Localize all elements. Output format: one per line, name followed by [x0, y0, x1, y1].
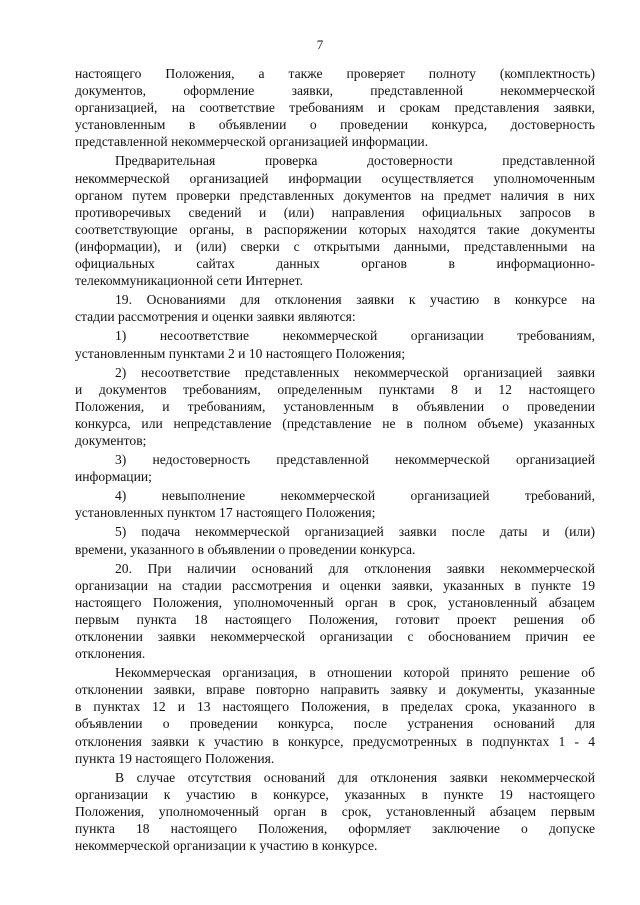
paragraph-2-line: Предварительная проверка достоверности представленной — [115, 153, 595, 169]
paragraph-11-line: некоммерческой организации к участию в конкурсе. — [75, 838, 378, 854]
paragraph-4-line: установленным пунктами 2 и 10 настоящего Положения; — [75, 345, 406, 361]
paragraph-2-line: официальных сайтах данных органов в информационно- — [75, 256, 595, 272]
paragraph-2-line: соответствующие органы, в распоряжении которых находятся такие документы — [75, 221, 595, 237]
page-number: 7 — [316, 37, 324, 52]
paragraph-3-line: 19. Основаниями для отклонения заявки к участию в конкурсе на — [115, 292, 595, 308]
paragraph-11-line: Положения, уполномоченный орган в срок, установленный абзацем первым — [75, 803, 595, 819]
paragraph-2-line: (информации), и (или) сверки с открытыми данными, представленными на — [75, 238, 595, 254]
paragraph-3-line: стадии рассмотрения и оценки заявки являются: — [75, 309, 356, 325]
paragraph-10-line: отклонении заявки, вправе повторно направить заявку и документы, указанные — [75, 682, 595, 698]
paragraph-5-line: документов; — [75, 432, 147, 448]
paragraph-8-line: времени, указанного в объявлении о проведении конкурса. — [75, 541, 416, 557]
paragraph-10-line: объявлении о проведении конкурса, после устранения оснований для — [75, 716, 595, 732]
paragraph-7-line: 4) невыполнение некоммерческой организацией требований, — [115, 488, 595, 504]
paragraph-1-line: настоящего Положения, а также проверяет полноту (комплектность) — [75, 66, 595, 81]
paragraph-5-line: и документов требованиям, определенным пунктами 8 и 12 настоящего — [75, 381, 595, 397]
paragraph-2-line: противоречивых сведений и (или) направления официальных запросов в — [75, 204, 595, 220]
paragraph-11-line: пункта 18 настоящего Положения, оформляет заключение о допуске — [75, 821, 595, 837]
paragraph-8-line: 5) подача некоммерческой организацией заявки после даты и (или) — [115, 524, 595, 540]
paragraph-9-line: отклонении заявки некоммерческой организации с обоснованием причин ее — [75, 629, 595, 644]
document-body — [75, 65, 595, 854]
paragraph-9-line: отклонения. — [75, 646, 146, 662]
paragraph-10-line: в пунктах 12 и 13 настоящего Положения, в пределах срока, указанного в — [75, 699, 595, 715]
paragraph-1-line: организацией, на соответствие требованиям и срокам представления заявки, — [75, 100, 595, 116]
paragraph-10-line: пункта 19 настоящего Положения. — [75, 750, 275, 766]
paragraph-5-line: 2) несоответствие представленных некоммерческой организацией заявки — [115, 364, 595, 380]
paragraph-9-line: организации на стадии рассмотрения и оценки заявки, указанных в пункте 19 — [75, 577, 595, 593]
paragraph-6-line: информации; — [75, 469, 152, 485]
paragraph-1-line: установленным в объявлении о проведении конкурса, достоверность — [75, 117, 595, 133]
paragraph-9-line: 20. При наличии оснований для отклонения заявки некоммерческой — [115, 560, 595, 576]
paragraph-2-line: органом путем проверки представленных документов на предмет наличия в них — [75, 187, 595, 203]
paragraph-11-line: В случае отсутствия оснований для отклонения заявки некоммерческой — [115, 769, 595, 785]
paragraph-9-line: первым пункта 18 настоящего Положения, готовит проект решения об — [75, 611, 595, 627]
paragraph-6-line: 3) недостоверность представленной некоммерческой организацией — [115, 452, 595, 468]
paragraph-5-line: Положения, и требованиям, установленным в объявлении о проведении — [75, 398, 595, 414]
paragraph-1-line: представленной некоммерческой организацией информации. — [75, 134, 429, 150]
paragraph-2-line: телекоммуникационной сети Интернет. — [75, 273, 303, 289]
paragraph-7-line: установленных пунктом 17 настоящего Положения; — [75, 505, 376, 521]
paragraph-11-line: организации к участию в конкурсе, указанных в пункте 19 настоящего — [75, 786, 595, 802]
paragraph-9-line: настоящего Положения, уполномоченный орган в срок, установленный абзацем — [75, 594, 595, 610]
paragraph-5-line: конкурса, или непредставление (представление не в полном объеме) указанных — [75, 415, 595, 431]
paragraph-1-line: документов, оформление заявки, представленной некоммерческой — [75, 83, 595, 99]
paragraph-10-line: Некоммерческая организация, в отношении которой принято решение об — [115, 665, 595, 681]
paragraph-10-line: отклонения заявки к участию в конкурсе, предусмотренных в подпунктах 1 - 4 — [75, 733, 595, 749]
paragraph-2-line: некоммерческой организацией информации осуществляется уполномоченным — [75, 170, 595, 186]
paragraph-4-line: 1) несоответствие некоммерческой организации требованиям, — [115, 328, 595, 344]
